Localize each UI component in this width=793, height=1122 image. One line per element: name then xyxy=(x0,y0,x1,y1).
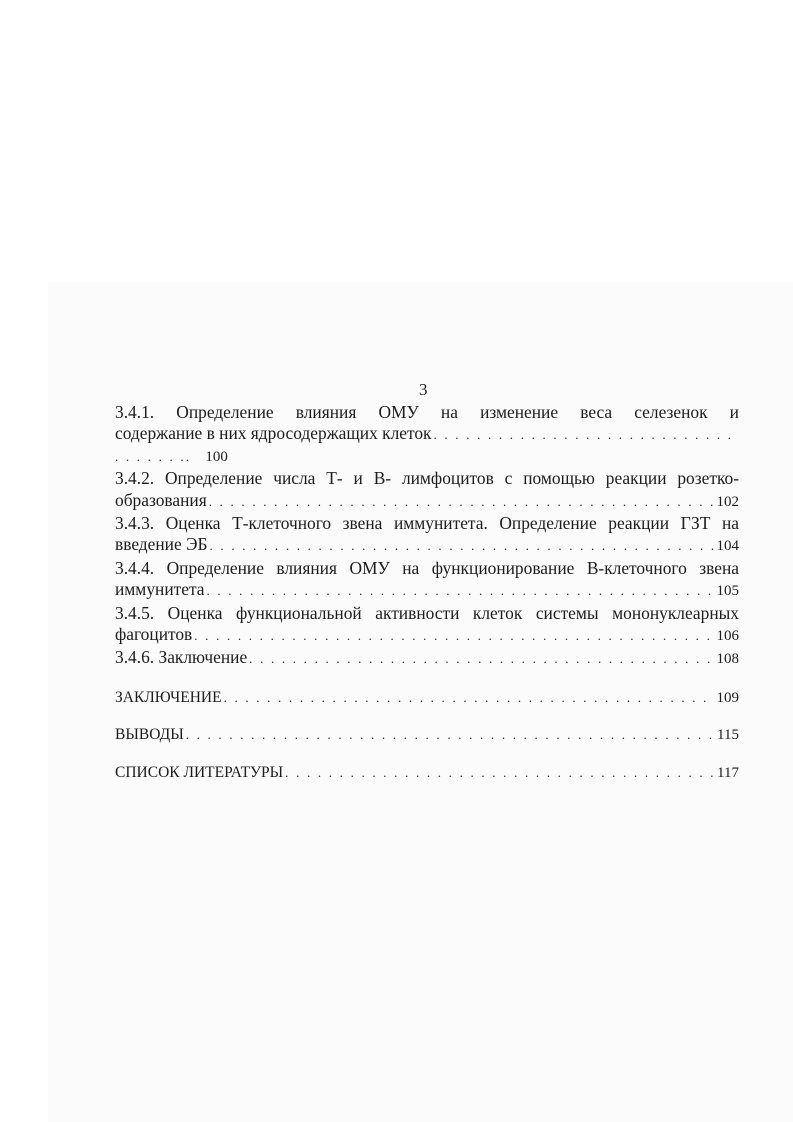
dot-leader xyxy=(194,625,714,646)
dot-leader: . . . . . . .. xyxy=(115,448,192,464)
toc-page-number: 117 xyxy=(717,764,739,781)
toc-entry-3-4-3 xyxy=(115,513,739,558)
toc-page-number: 104 xyxy=(716,538,739,555)
dot-leader xyxy=(209,491,715,512)
toc-entry-3-4-6 xyxy=(115,647,739,670)
toc-entry-title-cont: содержание в них ядросодержащих клеток xyxy=(115,423,432,444)
table-of-contents xyxy=(115,402,739,784)
toc-page-number: 105 xyxy=(716,583,739,600)
toc-entry-title: СПИСОК ЛИТЕРАТУРЫ xyxy=(115,763,284,781)
toc-entry-title: 3.4.2. Определение числа Т- и В- лимфоцитов с помощью реакции розетко- xyxy=(115,468,739,489)
dot-leader xyxy=(285,762,715,783)
dot-leader xyxy=(186,724,715,745)
dot-leader xyxy=(224,687,715,708)
toc-page-number: 115 xyxy=(717,727,739,744)
toc-entry-3-4-1 xyxy=(115,402,739,468)
dot-leader xyxy=(434,424,738,445)
toc-page-number: 100 xyxy=(205,448,228,465)
dot-leader xyxy=(206,580,714,601)
toc-entry-title-cont: фагоцитов xyxy=(115,624,193,645)
toc-entry-findings xyxy=(115,724,739,746)
toc-entry-title: ВЫВОДЫ xyxy=(115,726,184,744)
dot-leader xyxy=(210,535,715,556)
toc-entry-title: 3.4.6. Заключение xyxy=(115,647,248,668)
toc-entry-title-cont: иммунитета xyxy=(115,579,205,600)
toc-entry-3-4-2 xyxy=(115,468,739,513)
toc-page-number: 108 xyxy=(716,651,739,668)
toc-entry-conclusion xyxy=(115,687,739,709)
toc-entry-references xyxy=(115,762,739,784)
toc-page-number: 106 xyxy=(716,628,739,645)
toc-entry-title-cont: образования xyxy=(115,489,207,510)
toc-entry-title: 3.4.1. Определение влияния ОМУ на изменение веса селезенок и xyxy=(115,402,739,422)
toc-entry-3-4-4 xyxy=(115,558,739,603)
dot-leader xyxy=(249,648,714,669)
page-number: 3 xyxy=(419,380,428,399)
toc-entry-title-cont: введение ЭБ xyxy=(115,534,208,555)
toc-entry-title: 3.4.3. Оценка Т-клеточного звена иммунитета. Определение реакции ГЗТ на xyxy=(115,513,739,534)
toc-entry-3-4-5 xyxy=(115,603,739,648)
toc-page-number: 109 xyxy=(716,689,739,706)
toc-entry-title: 3.4.5. Оценка функциональной активности клеток системы мононуклеарных xyxy=(115,602,739,623)
toc-entry-title: ЗАКЛЮЧЕНИЕ xyxy=(115,688,222,706)
toc-page-number: 102 xyxy=(716,493,739,510)
toc-entry-title: 3.4.4. Определение влияния ОМУ на функционирование В-клеточного звена xyxy=(115,557,739,578)
